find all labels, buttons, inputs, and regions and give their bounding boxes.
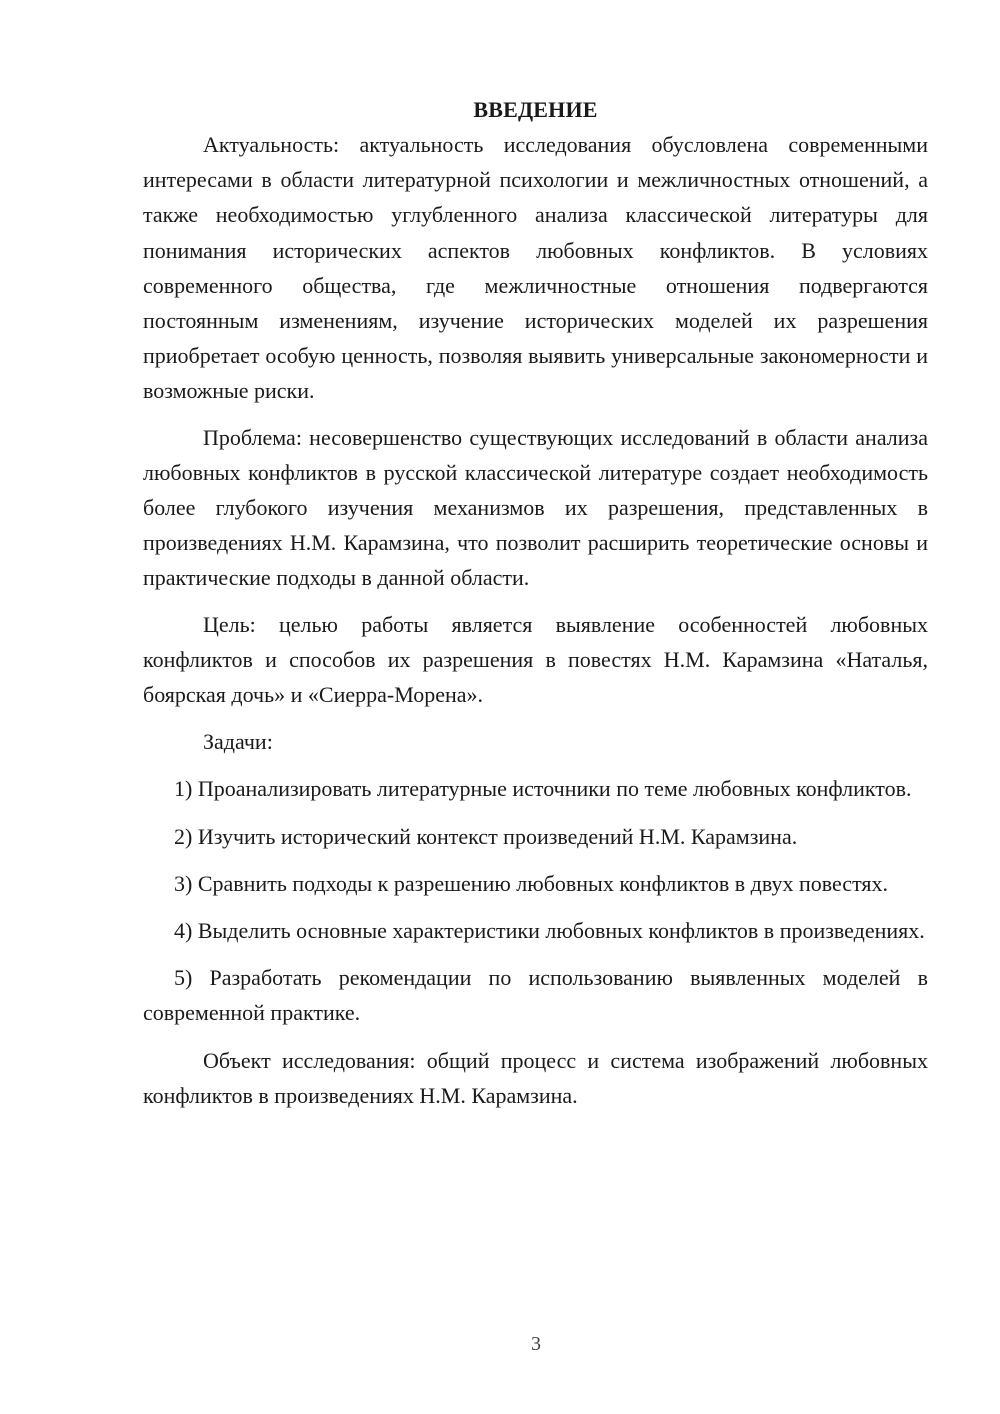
section-title: ВВЕДЕНИЕ	[473, 97, 598, 122]
paragraph-relevance: Актуальность: актуальность исследования обусловлена современными интересами в области литературной психологии и межличностных отношений, а также необходимостью углубленного анализа классической литературы для понимания исторических аспектов любовных конфликтов. В условиях современного общества, где межличностные отношения подвергаются постоянным изменениям, изучение исторических моделей их разрешения приобретает особую ценность, позволяя выявить универсальные закономерности и возможные риски.	[143, 132, 928, 404]
paragraph-goal: Цель: целью работы является выявление особенностей любовных конфликтов и способов их разрешения в повестях Н.М. Карамзина «Наталья, боярская дочь» и «Сиерра-Морена».	[143, 611, 928, 708]
document-page	[143, 92, 928, 1113]
paragraph-problem: Проблема: несовершенство существующих исследований в области анализа любовных конфликтов в русской классической литературе создает необходимость более глубокого изучения механизмов их разрешения, представленных в произведениях Н.М. Карамзина, что позволит расширить теоретические основы и практические подходы в данной области.	[143, 424, 928, 591]
page-number: 3	[531, 1333, 541, 1355]
paragraph-object: Объект исследования: общий процесс и система изображений любовных конфликтов в произведениях Н.М. Карамзина.	[143, 1047, 928, 1108]
task-item-1: 1) Проанализировать литературные источники по теме любовных конфликтов.	[174, 776, 912, 802]
tasks-heading: Задачи:	[203, 729, 273, 755]
task-item-4: 4) Выделить основные характеристики любовных конфликтов в произведениях.	[174, 918, 925, 944]
task-item-5: 5) Разработать рекомендации по использованию выявленных моделей в современной практике.	[143, 965, 928, 1026]
task-item-2: 2) Изучить исторический контекст произведений Н.М. Карамзина.	[174, 823, 798, 849]
task-item-3: 3) Сравнить подходы к разрешению любовных конфликтов в двух повестях.	[174, 870, 889, 896]
